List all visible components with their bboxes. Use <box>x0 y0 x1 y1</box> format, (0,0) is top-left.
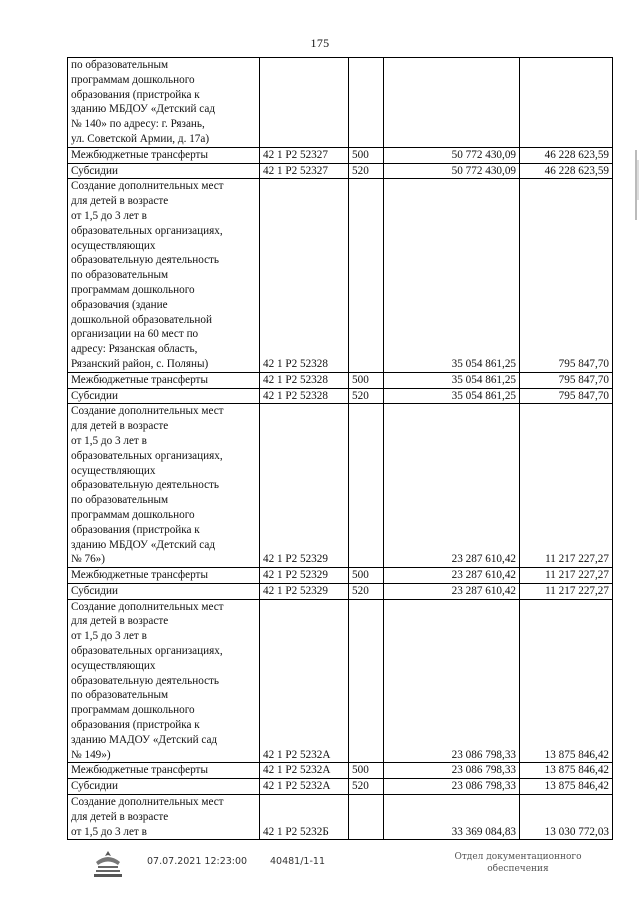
row-sum-2022-cell: 795 847,70 <box>520 179 613 372</box>
row-name-line: для детей в возрасте <box>71 195 169 208</box>
row-name-line: Субсидии <box>71 164 118 177</box>
row-code-cell <box>260 58 349 148</box>
row-sum-2022-cell: 13 030 772,03 <box>520 795 613 840</box>
row-sum-2021-cell: 35 054 861,25 <box>384 372 520 388</box>
row-name-line: Рязанский район, с. Поляны) <box>71 357 209 370</box>
row-expense-type-cell: 520 <box>349 583 384 599</box>
row-sum-2021-cell: 23 086 798,33 <box>384 779 520 795</box>
footer-doc-number: 40481/1-11 <box>270 856 325 867</box>
table-row <box>68 163 613 179</box>
row-name-line: Межбюджетные трансферты <box>71 148 208 161</box>
row-expense-type-cell <box>349 179 384 372</box>
row-name-line: Межбюджетные трансферты <box>71 373 208 386</box>
row-code-cell: 42 1 Р2 5232А <box>260 763 349 779</box>
row-sum-2021-cell <box>384 58 520 148</box>
row-name-line: по образовательным <box>71 59 169 71</box>
row-name-line: осуществляющих <box>71 464 156 477</box>
row-name-line: по образовательным <box>71 689 169 702</box>
row-sum-2021-cell: 23 287 610,42 <box>384 568 520 584</box>
table-row <box>68 779 613 795</box>
row-expense-type-cell: 500 <box>349 372 384 388</box>
row-sum-2021-cell: 23 287 610,42 <box>384 583 520 599</box>
emblem-icon <box>88 848 128 880</box>
row-name-line: образовачия (здание <box>71 298 168 311</box>
row-sum-2021-cell: 50 772 430,09 <box>384 163 520 179</box>
row-sum-2022-cell: 11 217 227,27 <box>520 568 613 584</box>
row-name-line: образования (пристройка к <box>71 88 200 101</box>
page-number: 175 <box>310 36 330 50</box>
row-name-line: Межбюджетные трансферты <box>71 764 208 777</box>
footer-date: 07.07.2021 12:23:00 <box>147 856 248 867</box>
row-name-line: Межбюджетные трансферты <box>71 569 208 582</box>
row-name-line: образовательную деятельность <box>71 479 220 492</box>
table-row <box>68 763 613 779</box>
row-sum-2021-cell: 33 369 084,83 <box>384 795 520 840</box>
row-sum-2021-cell: 35 054 861,25 <box>384 179 520 372</box>
row-name-cell <box>68 58 260 148</box>
row-code-cell: 42 1 Р2 5232Б <box>260 795 349 840</box>
row-code-cell: 42 1 Р2 52327 <box>260 163 349 179</box>
row-code-cell: 42 1 Р2 52328 <box>260 372 349 388</box>
row-name-line: зданию МАДОУ «Детский сад <box>71 733 218 746</box>
table-row <box>68 599 613 763</box>
row-name-line: зданию МБДОУ «Детский сад <box>71 103 216 116</box>
row-name-line: программам дошкольного <box>71 704 195 717</box>
row-name-line: по образовательным <box>71 269 169 282</box>
row-code-cell: 42 1 Р2 5232А <box>260 599 349 763</box>
row-sum-2022-cell: 46 228 623,59 <box>520 147 613 163</box>
row-name-line: по образовательным <box>71 494 169 507</box>
row-name-cell <box>68 568 260 584</box>
row-code-cell: 42 1 Р2 52328 <box>260 388 349 404</box>
footer-department-line: обеспечения <box>487 864 549 874</box>
footer-department-line: Отдел документационного <box>454 852 582 862</box>
row-sum-2022-cell: 795 847,70 <box>520 388 613 404</box>
row-name-line: образовательных организациях, <box>71 645 223 658</box>
row-sum-2022-cell: 795 847,70 <box>520 372 613 388</box>
row-expense-type-cell: 520 <box>349 388 384 404</box>
row-name-cell <box>68 147 260 163</box>
row-name-line: образовательную деятельность <box>71 254 220 267</box>
row-sum-2022-cell: 11 217 227,27 <box>520 583 613 599</box>
row-name-line: от 1,5 до 3 лет в <box>71 630 147 643</box>
row-name-line: от 1,5 до 3 лет в <box>71 825 147 838</box>
row-code-cell: 42 1 Р2 52329 <box>260 404 349 568</box>
row-name-cell <box>68 599 260 763</box>
row-name-cell <box>68 404 260 568</box>
budget-table-body <box>68 58 613 840</box>
table-row <box>68 179 613 372</box>
row-expense-type-cell <box>349 58 384 148</box>
row-name-line: программам дошкольного <box>71 508 195 521</box>
row-code-cell: 42 1 Р2 52329 <box>260 583 349 599</box>
row-expense-type-cell <box>349 795 384 840</box>
row-sum-2021-cell: 23 287 610,42 <box>384 404 520 568</box>
row-name-line: дошкольной образовательной <box>71 313 212 326</box>
row-sum-2022-cell: 13 875 846,42 <box>520 763 613 779</box>
row-name-line: № 76») <box>71 553 105 566</box>
row-sum-2021-cell: 35 054 861,25 <box>384 388 520 404</box>
row-sum-2021-cell: 50 772 430,09 <box>384 147 520 163</box>
row-sum-2021-cell: 23 086 798,33 <box>384 599 520 763</box>
row-name-cell <box>68 779 260 795</box>
row-sum-2022-cell: 46 228 623,59 <box>520 163 613 179</box>
row-name-cell <box>68 179 260 372</box>
row-name-line: образования (пристройка к <box>71 719 200 732</box>
row-name-line: Субсидии <box>71 780 118 793</box>
row-expense-type-cell: 520 <box>349 779 384 795</box>
row-name-line: для детей в возрасте <box>71 615 169 628</box>
row-name-line: Создание дополнительных мест <box>71 180 224 193</box>
row-sum-2022-cell: 11 217 227,27 <box>520 404 613 568</box>
row-name-line: для детей в возрасте <box>71 810 169 823</box>
row-name-line: образования (пристройка к <box>71 523 200 536</box>
table-row <box>68 568 613 584</box>
table-row <box>68 58 613 148</box>
row-code-cell: 42 1 Р2 5232А <box>260 779 349 795</box>
table-row <box>68 583 613 599</box>
row-expense-type-cell: 500 <box>349 147 384 163</box>
row-name-line: программам дошкольного <box>71 283 195 296</box>
row-expense-type-cell <box>349 404 384 568</box>
row-name-line: Создание дополнительных мест <box>71 405 224 418</box>
row-sum-2021-cell: 23 086 798,33 <box>384 763 520 779</box>
row-name-line: адресу: Рязанская область, <box>71 343 198 356</box>
row-name-line: ул. Советской Армии, д. 17а) <box>71 132 210 145</box>
row-expense-type-cell: 500 <box>349 568 384 584</box>
row-sum-2022-cell: 13 875 846,42 <box>520 779 613 795</box>
row-sum-2022-cell <box>520 58 613 148</box>
row-name-cell <box>68 583 260 599</box>
row-name-line: осуществляющих <box>71 659 156 672</box>
row-name-line: Создание дополнительных мест <box>71 796 224 809</box>
row-name-cell <box>68 388 260 404</box>
table-row <box>68 388 613 404</box>
row-code-cell: 42 1 Р2 52329 <box>260 568 349 584</box>
table-row <box>68 147 613 163</box>
row-name-line: зданию МБДОУ «Детский сад <box>71 538 216 551</box>
row-name-line: для детей в возрасте <box>71 420 169 433</box>
row-name-line: № 149») <box>71 748 111 761</box>
row-name-line: программам дошкольного <box>71 73 195 86</box>
row-code-cell: 42 1 Р2 52328 <box>260 179 349 372</box>
table-row <box>68 404 613 568</box>
row-name-line: образовательных организациях, <box>71 224 223 237</box>
row-name-cell <box>68 163 260 179</box>
row-name-line: Субсидии <box>71 584 118 597</box>
row-name-line: Создание дополнительных мест <box>71 600 224 613</box>
row-name-cell <box>68 795 260 840</box>
footer-department <box>448 851 588 875</box>
row-name-line: № 140» по адресу: г. Рязань, <box>71 118 205 131</box>
row-name-line: от 1,5 до 3 лет в <box>71 209 147 222</box>
row-name-line: образовательных организациях, <box>71 449 223 462</box>
scan-artifact-mark <box>634 150 640 220</box>
row-expense-type-cell <box>349 599 384 763</box>
budget-table <box>67 57 613 840</box>
page-footer <box>0 848 640 898</box>
row-expense-type-cell: 500 <box>349 763 384 779</box>
table-row <box>68 795 613 840</box>
row-name-line: образовательную деятельность <box>71 674 220 687</box>
table-row <box>68 372 613 388</box>
row-expense-type-cell: 520 <box>349 163 384 179</box>
row-name-line: от 1,5 до 3 лет в <box>71 434 147 447</box>
row-name-line: организации на 60 мест по <box>71 328 199 341</box>
row-name-cell <box>68 763 260 779</box>
row-name-line: осуществляющих <box>71 239 156 252</box>
row-sum-2022-cell: 13 875 846,42 <box>520 599 613 763</box>
row-name-cell <box>68 372 260 388</box>
row-name-line: Субсидии <box>71 389 118 402</box>
row-code-cell: 42 1 Р2 52327 <box>260 147 349 163</box>
